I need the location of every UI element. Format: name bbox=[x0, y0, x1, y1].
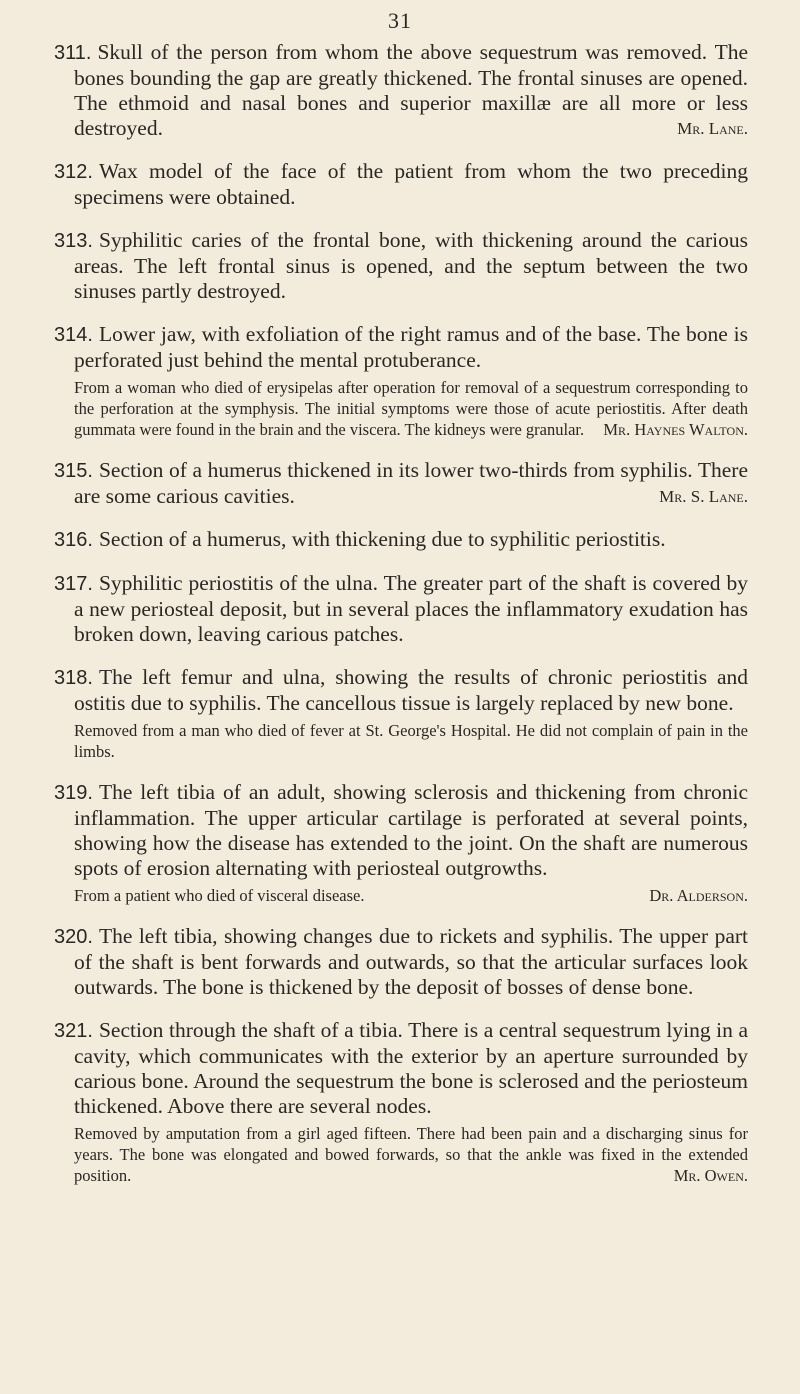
entry-number: 313. bbox=[54, 230, 93, 252]
case-note-text: From a woman who died of erysipelas after operation for removal of a sequestrum corresponding to the perforation at the symphysis. The initial symptoms were those of acute periostitis. After death gummata were found in the brain and the viscera. The kidneys were granular. bbox=[74, 378, 748, 439]
entry-case-note bbox=[74, 720, 748, 762]
entry-donor-credit: Mr. S. Lane. bbox=[659, 487, 748, 506]
entry-text: The left femur and ulna, showing the results of chronic periostitis and ostitis due to syphilis. The cancellous tissue is largely replaced by new bone. bbox=[74, 665, 748, 715]
page-number: 31 bbox=[388, 8, 412, 33]
entry-case-note bbox=[74, 377, 748, 440]
entry-description bbox=[54, 322, 748, 373]
catalogue-entry bbox=[54, 228, 748, 304]
entry-description bbox=[54, 1018, 748, 1119]
entry-number: 318. bbox=[54, 667, 93, 689]
entry-text: Syphilitic periostitis of the ulna. The greater part of the shaft is covered by a new periosteal deposit, but in several places the inflammatory exudation has broken down, leaving carious patches. bbox=[74, 571, 748, 646]
case-note-text: Removed by amputation from a girl aged fifteen. There had been pain and a discharging sinus for years. The bone was elongated and bowed forwards, so that the ankle was fixed in the extended position. bbox=[74, 1124, 748, 1185]
catalogue-entry bbox=[54, 665, 748, 762]
entry-case-note bbox=[74, 885, 748, 906]
entry-number: 312. bbox=[54, 161, 93, 183]
entry-number: 321. bbox=[54, 1020, 93, 1042]
catalogue-entry bbox=[54, 322, 748, 440]
entry-text: Section through the shaft of a tibia. There is a central sequestrum lying in a cavity, which communicates with the exterior by an aperture surrounded by carious bone. Around the sequestrum the bone is sclerosed and the periosteum thickened. Above there are several nodes. bbox=[74, 1018, 748, 1118]
entry-description bbox=[54, 924, 748, 1000]
entry-description bbox=[54, 228, 748, 304]
entry-text: Section of a humerus, with thickening due to syphilitic periostitis. bbox=[98, 527, 666, 551]
entry-description bbox=[54, 571, 748, 647]
entry-number: 317. bbox=[54, 573, 93, 595]
entry-text: The left tibia of an adult, showing sclerosis and thickening from chronic inflammation. The upper articular cartilage is perforated at several points, showing how the disease has extended to the joint. On the shaft are numerous spots of erosion alternating with periosteal outgrowths. bbox=[74, 780, 748, 880]
case-note-credit: Mr. Owen. bbox=[673, 1166, 748, 1185]
entry-number: 320. bbox=[54, 926, 93, 948]
entry-text: Section of a humerus thickened in its lower two-thirds from syphilis. There are some carious cavities. bbox=[74, 458, 748, 508]
entry-text: Skull of the person from whom the above sequestrum was removed. The bones bounding the gap are greatly thickened. The frontal sinuses are opened. The ethmoid and nasal bones and superior maxillæ are all more or less destroyed. bbox=[74, 40, 748, 140]
catalogue-entries bbox=[54, 40, 748, 1204]
case-note-credit: Dr. Alderson. bbox=[649, 886, 748, 905]
entry-number: 316. bbox=[54, 529, 93, 551]
catalogue-entry bbox=[54, 40, 748, 141]
catalogue-entry bbox=[54, 1018, 748, 1186]
entry-text: Lower jaw, with exfoliation of the right ramus and of the base. The bone is perforated just behind the mental protuberance. bbox=[74, 322, 748, 372]
entry-description bbox=[54, 40, 748, 141]
case-note-text: From a patient who died of visceral disease. bbox=[74, 886, 365, 905]
entry-description bbox=[54, 665, 748, 716]
entry-text: Wax model of the face of the patient from whom the two preceding specimens were obtained. bbox=[74, 159, 748, 209]
entry-description bbox=[54, 159, 748, 210]
entry-number: 314. bbox=[54, 324, 93, 346]
entry-number: 311. bbox=[54, 42, 92, 64]
catalogue-entry bbox=[54, 159, 748, 210]
case-note-text: Removed from a man who died of fever at St. George's Hospital. He did not complain of pain in the limbs. bbox=[74, 721, 748, 761]
entry-number: 319. bbox=[54, 782, 93, 804]
catalogue-entry bbox=[54, 571, 748, 647]
case-note-credit: Mr. Haynes Walton. bbox=[603, 420, 748, 439]
entry-number: 315. bbox=[54, 460, 93, 482]
catalogue-entry bbox=[54, 924, 748, 1000]
entry-text: Syphilitic caries of the frontal bone, with thickening around the carious areas. The left frontal sinus is opened, and the septum between the two sinuses partly destroyed. bbox=[74, 228, 748, 303]
catalogue-entry bbox=[54, 458, 748, 509]
entry-description bbox=[54, 527, 748, 553]
entry-case-note bbox=[74, 1123, 748, 1186]
entry-description bbox=[54, 458, 748, 509]
catalogue-entry bbox=[54, 780, 748, 906]
catalogue-entry bbox=[54, 527, 748, 553]
entry-description bbox=[54, 780, 748, 881]
entry-donor-credit: Mr. Lane. bbox=[677, 119, 748, 138]
entry-text: The left tibia, showing changes due to rickets and syphilis. The upper part of the shaft is bent forwards and outwards, so that the articular surfaces look outwards. The bone is thickened by the deposit of bosses of dense bone. bbox=[74, 924, 748, 999]
